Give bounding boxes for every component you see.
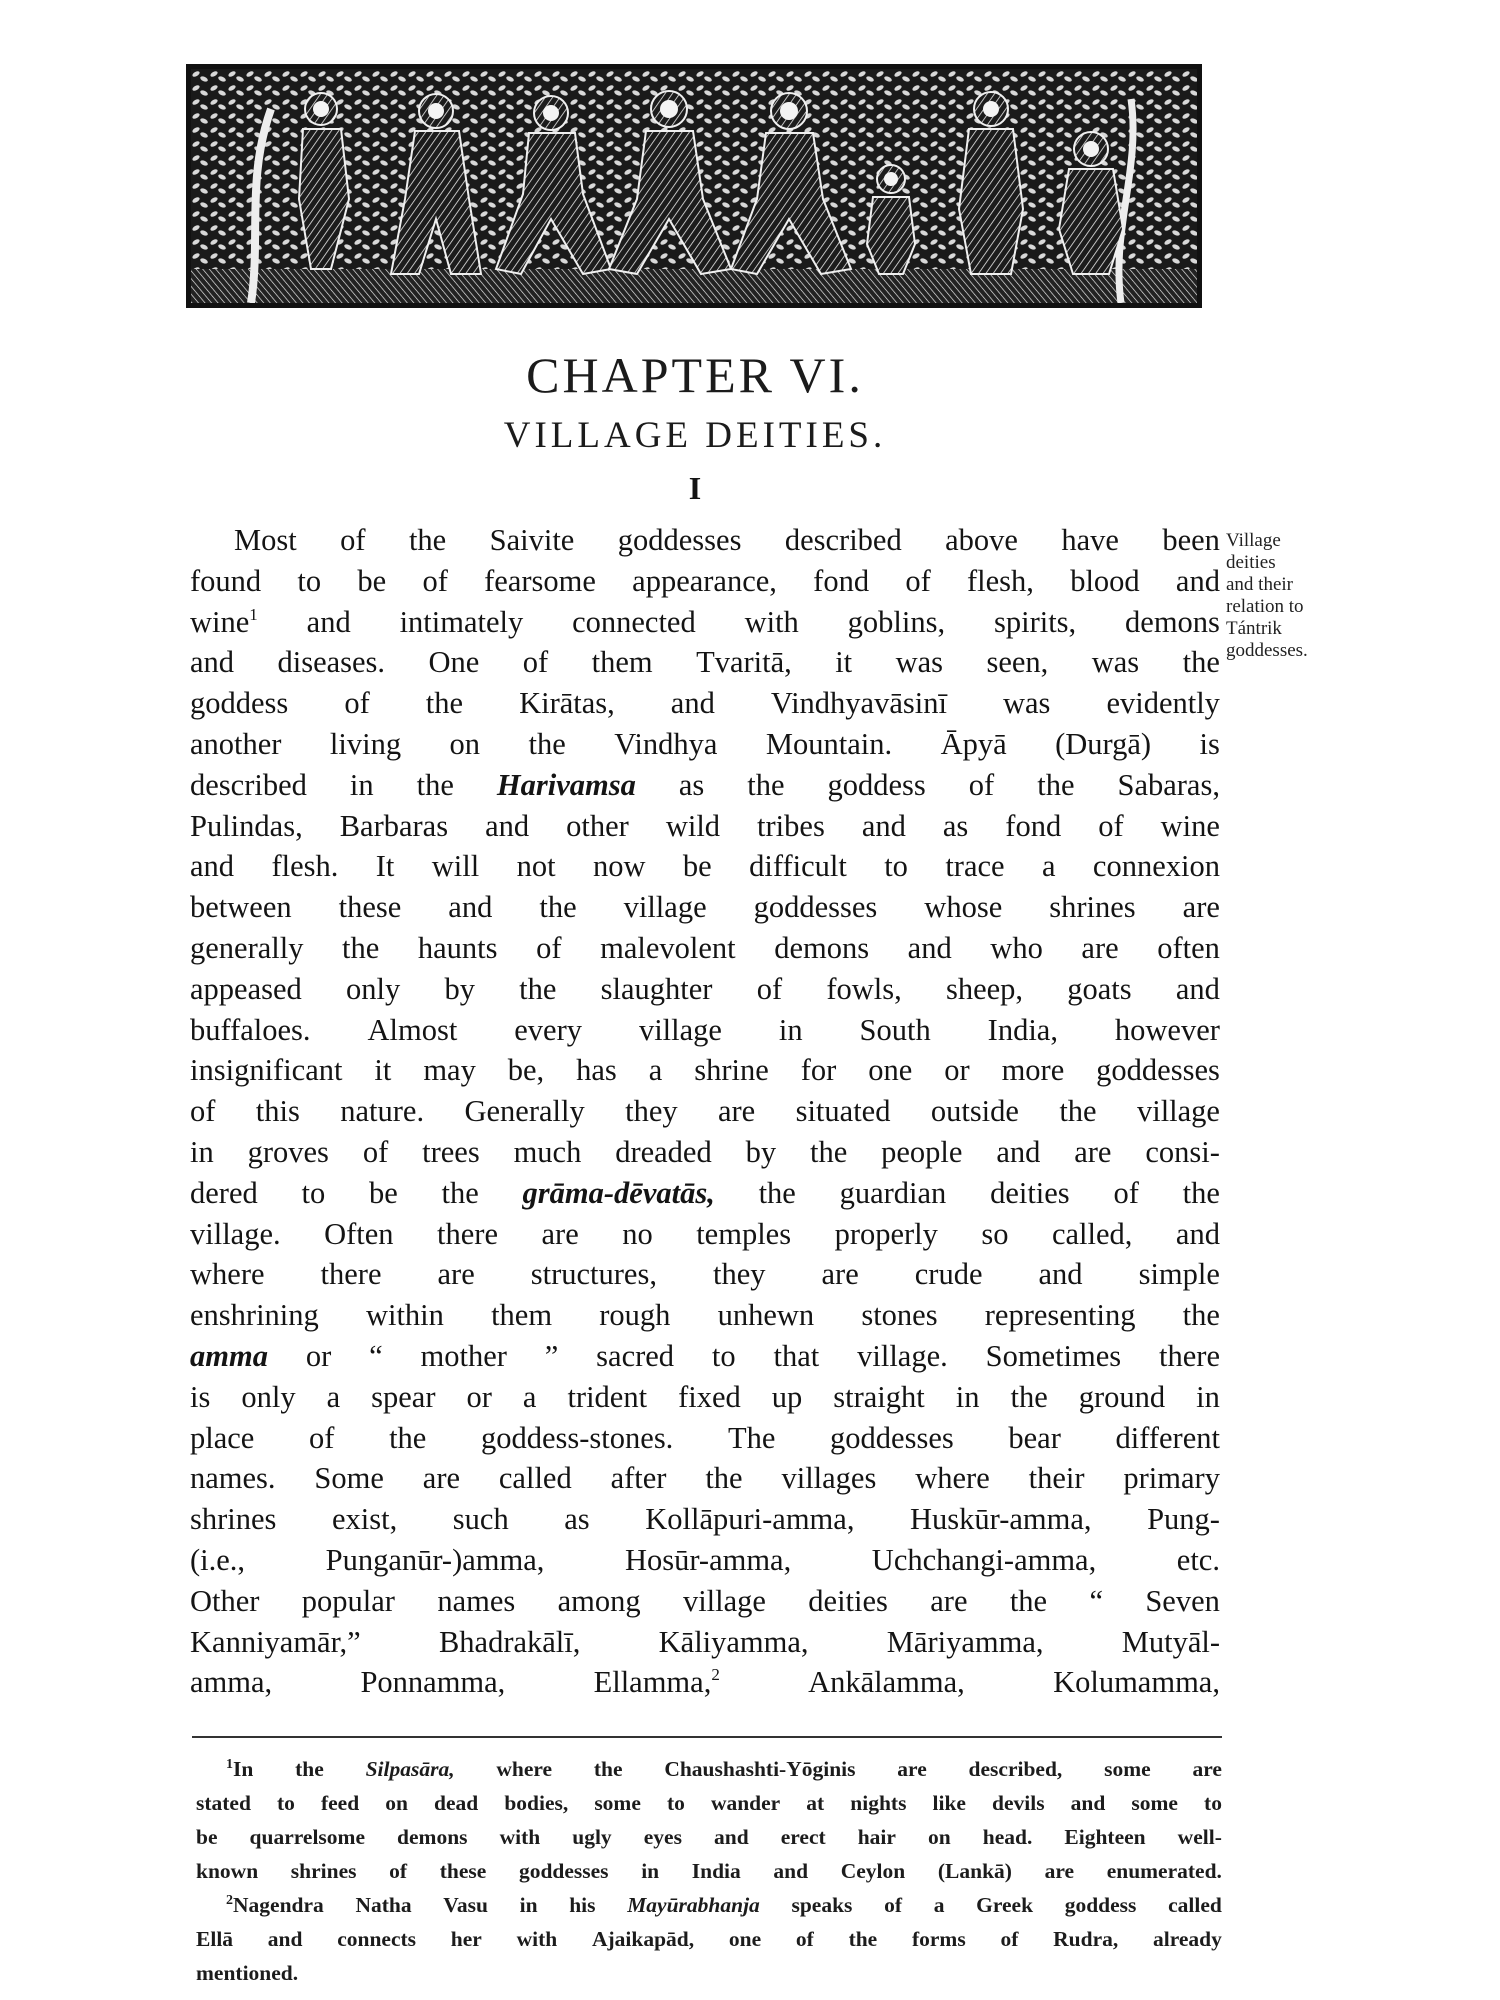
text-line: (i.e., Punganūr-)amma, Hosūr-amma, Uchchangi-amma, etc. bbox=[190, 1542, 1220, 1577]
text-line: appeased only by the slaughter of fowls, sheep, goats and bbox=[190, 971, 1220, 1006]
text-line: enshrining within them rough unhewn stones representing the bbox=[190, 1298, 1220, 1333]
text-line: found to be of fearsome appearance, fond of flesh, blood and bbox=[190, 563, 1220, 598]
text-line: dered to be the grāma-dēvatās, the guardian deities of the bbox=[190, 1175, 1220, 1210]
text-line: of this nature. Generally they are situated outside the village bbox=[190, 1094, 1220, 1129]
marginal-note bbox=[1226, 530, 1376, 662]
italic-term: Silpasāra, bbox=[365, 1757, 455, 1781]
header-illustration bbox=[186, 64, 1202, 308]
text-line: Kanniyamār,” Bhadrakālī, Kāliyamma, Māriyamma, Mutyāl- bbox=[190, 1624, 1220, 1659]
footnote-line: stated to feed on dead bodies, some to wander at nights like devils and some to bbox=[196, 1791, 1222, 1815]
footnote-line: $^1$In the Silpasāra, where the Chaushashti-Yōginis are described, some are bbox=[226, 1757, 1222, 1781]
text-line: and flesh. It will not now be difficult to trace a connexion bbox=[190, 849, 1220, 884]
text-line: between these and the village goddesses whose shrines are bbox=[190, 890, 1220, 925]
chapter-subtitle: VILLAGE DEITIES. bbox=[503, 415, 887, 456]
footnotes bbox=[196, 1752, 1222, 1990]
italic-term: amma bbox=[190, 1338, 268, 1373]
text-line: Most of the Saivite goddesses described above have been bbox=[234, 523, 1220, 557]
footnote-line: $^2$Nagendra Natha Vasu in his Mayūrabhanja speaks of a Greek goddess called bbox=[226, 1893, 1222, 1917]
text-line: goddess of the Kirātas, and Vindhyavāsinī was evidently bbox=[190, 686, 1220, 721]
text-line: in groves of trees much dreaded by the people and are consi- bbox=[190, 1134, 1220, 1169]
footnote-number: 1 bbox=[226, 1757, 233, 1772]
italic-term: Harivamsa bbox=[496, 767, 636, 802]
footnote-marker: 1 bbox=[249, 604, 258, 624]
italic-term: Mayūrabhanja bbox=[627, 1893, 760, 1917]
text-line: is only a spear or a trident fixed up straight in the ground in bbox=[190, 1379, 1220, 1414]
text-line: and diseases. One of them Tvaritā, it was seen, was the bbox=[190, 645, 1220, 680]
marginal-note-line: and their bbox=[1226, 574, 1294, 595]
footnote-divider bbox=[192, 1736, 1222, 1738]
footnote-line: known shrines of these goddesses in India and Ceylon (Lankā) are enumerated. bbox=[196, 1859, 1222, 1883]
text-line: buffaloes. Almost every village in South India, however bbox=[190, 1012, 1220, 1047]
text-line: names. Some are called after the villages where their primary bbox=[190, 1461, 1220, 1496]
text-line: described in the Harivamsa as the goddess of the Sabaras, bbox=[190, 767, 1220, 802]
footnote-number: 2 bbox=[226, 1893, 233, 1908]
section-number: I bbox=[688, 470, 702, 506]
footnote-line: Ellā and connects her with Ajaikapād, one of the forms of Rudra, already bbox=[196, 1927, 1222, 1951]
text-line: Other popular names among village deities are the “ Seven bbox=[190, 1583, 1220, 1618]
marginal-note-line: relation to bbox=[1226, 596, 1304, 617]
footnote-marker: 2 bbox=[711, 1665, 720, 1685]
chapter-title: CHAPTER VI. bbox=[526, 347, 864, 403]
text-line: amma or “ mother ” sacred to that village. Sometimes there bbox=[190, 1338, 1220, 1373]
text-line: place of the goddess-stones. The goddesses bear different bbox=[190, 1420, 1220, 1455]
body-paragraph bbox=[190, 520, 1220, 1703]
italic-term: grāma-dēvatās, bbox=[522, 1175, 715, 1210]
marginal-note-line: Village bbox=[1226, 530, 1281, 551]
text-line: shrines exist, such as Kollāpuri-amma, Huskūr-amma, Pung- bbox=[190, 1502, 1220, 1537]
marginal-note-line: goddesses. bbox=[1226, 640, 1308, 661]
text-line: wine$^1$ and intimately connected with goblins, spirits, demons bbox=[190, 604, 1220, 639]
marginal-note-line: Tántrik bbox=[1226, 618, 1282, 639]
footnote-line: mentioned. bbox=[196, 1961, 299, 1985]
dancing-figures-engraving bbox=[191, 69, 1197, 303]
footnote-line: be quarrelsome demons with ugly eyes and erect hair on head. Eighteen well- bbox=[196, 1825, 1222, 1849]
text-line: insignificant it may be, has a shrine for one or more goddesses bbox=[190, 1053, 1220, 1088]
text-line: where there are structures, they are crude and simple bbox=[190, 1257, 1220, 1292]
text-line: another living on the Vindhya Mountain. Āpyā (Durgā) is bbox=[190, 726, 1220, 761]
text-line: generally the haunts of malevolent demons and who are often bbox=[190, 930, 1220, 965]
text-line: amma, Ponnamma, Ellamma,$^2$ Ankālamma, Kolumamma, bbox=[190, 1665, 1220, 1700]
text-line: Pulindas, Barbaras and other wild tribes and as fond of wine bbox=[190, 808, 1220, 843]
text-line: village. Often there are no temples properly so called, and bbox=[190, 1216, 1220, 1251]
marginal-note-line: deities bbox=[1226, 552, 1276, 573]
